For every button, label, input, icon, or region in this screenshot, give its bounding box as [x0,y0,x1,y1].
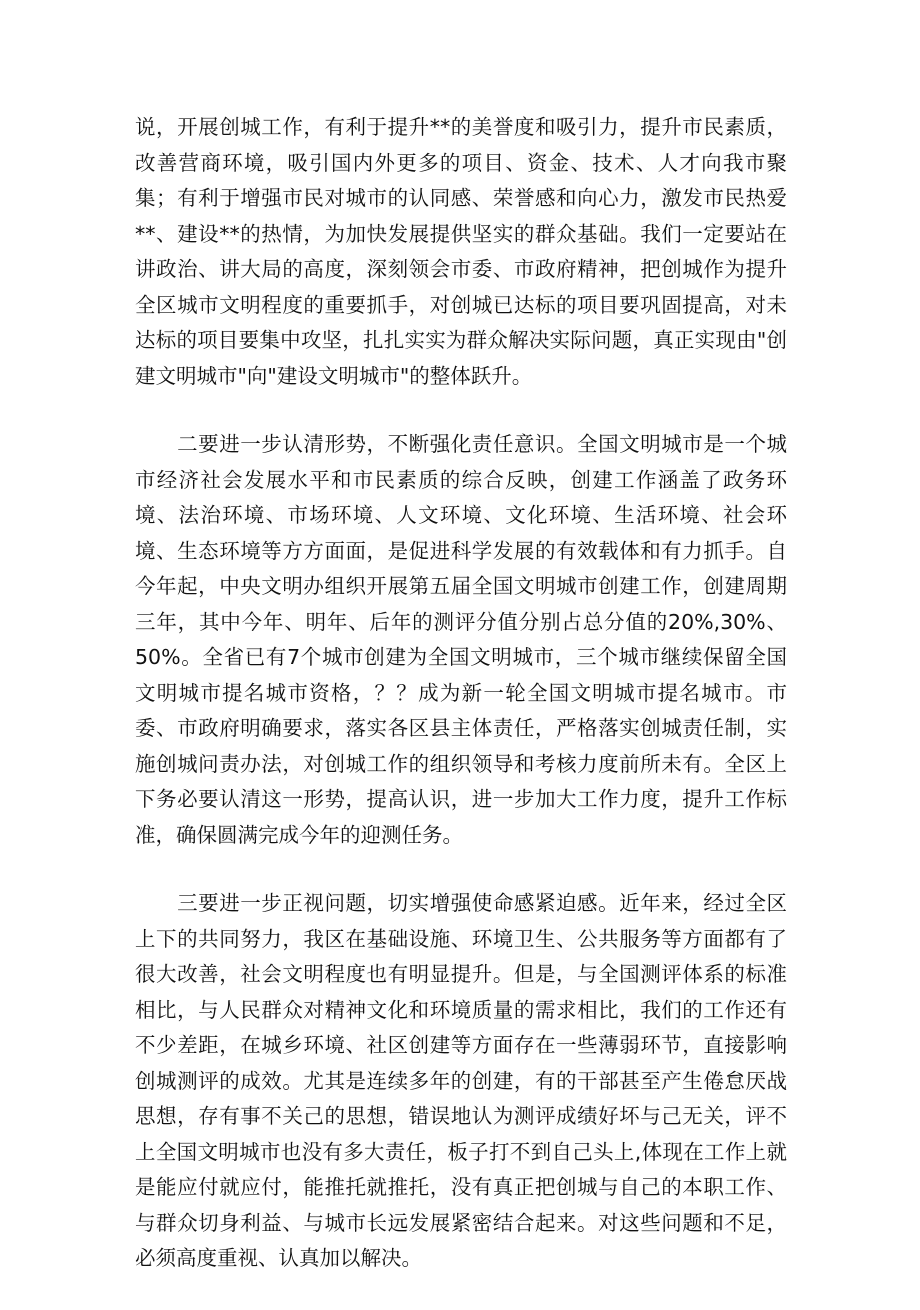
paragraph-3: 三要进一步正视问题，切实增强使命感紧迫感。近年来，经过全区上下的共同努力，我区在基础设施、环境卫生、公共服务等方面都有了很大改善，社会文明程度也有明显提升。但是，与全国测评体系的标准相比，与人民群众对精神文化和环境质量的需求相比，我们的工作还有不少差距，在城乡环境、社区创建等方面存在一些薄弱环节，直接影响创城测评的成效。尤其是连续多年的创建，有的干部甚至产生倦怠厌战思想，存有事不关己的思想，错误地认为测评成绩好坏与己无关，评不上全国文明城市也没有多大责任，板子打不到自己头上,体现在工作上就是能应付就应付，能推托就推托，没有真正把创城与自己的本职工作、与群众切身利益、与城市长远发展紧密结合起来。对这些问题和不足，必须高度重视、认真加以解决。 [135,891,787,1270]
paragraph-1: 说，开展创城工作，有利于提升**的美誉度和吸引力，提升市民素质，改善营商环境，吸引国内外更多的项目、资金、技术、人才向我市聚集；有利于增强市民对城市的认同感、荣誉感和向心力，激发市民热爱**、建设**的热情，为加快发展提供坚实的群众基础。我们一定要站在讲政治、讲大局的高度，深刻领会市委、市政府精神，把创城作为提升全区城市文明程度的重要抓手，对创城已达标的项目要巩固提高，对未达标的项目要集中攻坚，扎扎实实为群众解决实际问题，真正实现由"创建文明城市"向"建设文明城市"的整体跃升。 [135,115,787,388]
document-body [135,110,787,1310]
paragraph-2: 二要进一步认清形势，不断强化责任意识。全国文明城市是一个城市经济社会发展水平和市民素质的综合反映，创建工作涵盖了政务环境、法治环境、市场环境、人文环境、文化环境、生活环境、社会环境、生态环境等方方面面，是促进科学发展的有效载体和有力抓手。自今年起，中央文明办组织开展第五届全国文明城市创建工作，创建周期三年，其中今年、明年、后年的测评分值分别占总分值的20%,30%、50%。全省已有7个城市创建为全国文明城市，三个城市继续保留全国文明城市提名城市资格，？？成为新一轮全国文明城市提名城市。市委、市政府明确要求，落实各区县主体责任，严格落实创城责任制，实施创城问责办法，对创城工作的组织领导和考核力度前所未有。全区上下务必要认清这一形势，提高认识，进一步加大工作力度，提升工作标准，确保圆满完成今年的迎测任务。 [135,432,787,847]
